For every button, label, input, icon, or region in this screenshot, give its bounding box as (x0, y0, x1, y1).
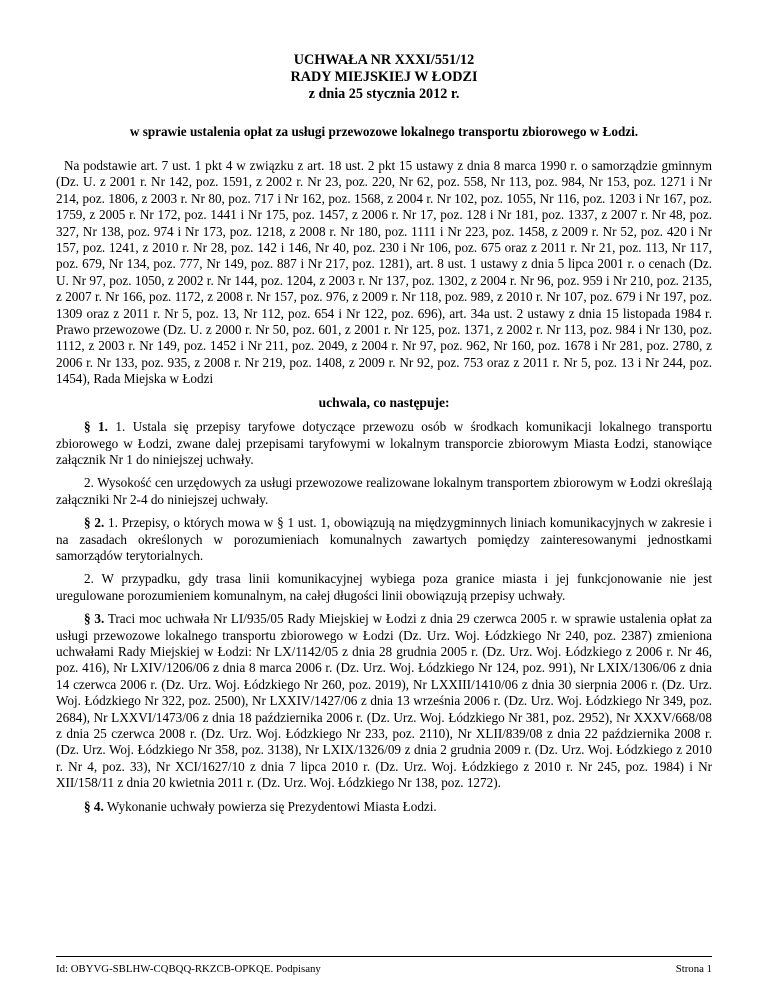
section-1-paragraph-1 (56, 419, 712, 468)
footer-divider (56, 956, 712, 957)
resolution-subject: w sprawie ustalenia opłat za usługi przewozowe lokalnego transportu zbiorowego w Łodzi. (129, 124, 639, 139)
document-page (56, 48, 712, 815)
resolution-title (56, 52, 712, 103)
section-3-text: Traci moc uchwała Nr LI/935/05 Rady Miejskiej w Łodzi z dnia 29 czerwca 2005 r. w sprawie ustalenia opłat za usługi przewozowe lokalnego transportu zbiorowego w Łodzi (Dz. Urz. Woj. Łódzkiego Nr 240, poz. 2387) zmieniona uchwałami Rady Miejskiej w Łodzi: Nr LX/1142/05 z dnia 28 grudnia 2005 r. (Dz. Urz. Woj. Łódzkiego z 2006 r. Nr 46, poz. 416), Nr LXIV/1206/06 z dnia 8 marca 2006 r. (Dz. Urz. Woj. Łódzkiego Nr 124, poz. 991), Nr LXIX/1306/06 z dnia 14 czerwca 2006 r. (Dz. Urz. Woj. Łódzkiego Nr 260, poz. 2019), Nr LXXIII/1410/06 z dnia 30 sierpnia 2006 r. (Dz. Urz. Woj. Łódzkiego Nr 322, poz. 2500), Nr LXXIV/1427/06 z dnia 13 września 2006 r. (Dz. Urz. Woj. Łódzkiego Nr 349, poz. 2684), Nr LXXVI/1473/06 z dnia 18 października 2006 r. (Dz. Urz. Woj. Łódzkiego Nr 381, poz. 2952), Nr XXXV/668/08 z dnia 25 czerwca 2008 r. (Dz. Urz. Woj. Łódzkiego Nr 233, poz. 2110), Nr XLII/839/08 z dnia 22 października 2008 r. (Dz. Urz. Woj. Łódzkiego Nr 358, poz. 3138), Nr LXIX/1326/09 z dnia 2 grudnia 2009 r. (Dz. Urz. Woj. Łódzkiego z 2010 r. Nr 4, poz. 33), Nr XCI/1627/10 z dnia 7 lipca 2010 r. (Dz. Urz. Woj. Łódzkiego z 2010 r. Nr 245, poz. 1984) i Nr XII/158/11 z dnia 20 kwietnia 2011 r. (Dz. Urz. Woj. Łódzkiego Nr 138, poz. 1272). (56, 611, 712, 791)
resolves-heading: uchwala, co następuje: (318, 394, 450, 410)
section-3-paragraph (56, 611, 712, 791)
section-1-paragraph-2: 2. Wysokość cen urzędowych za usługi przewozowe realizowane lokalnym transportem zbiorowym w Łodzi określają załączniki Nr 2-4 do niniejszej uchwały. (56, 475, 712, 507)
section-2-paragraph-1 (56, 515, 712, 564)
section-1-mark: § 1. (84, 419, 108, 435)
section-4-mark: § 4. (84, 798, 104, 814)
section-3-mark: § 3. (84, 611, 105, 627)
section-4-text: Wykonanie uchwały powierza się Prezydentowi Miasta Łodzi. (106, 798, 437, 814)
legal-basis: Na podstawie art. 7 ust. 1 pkt 4 w związku z art. 18 ust. 2 pkt 15 ustawy z dnia 8 marca 1990 r. o samorządzie gminnym (Dz. U. z 2001 r. Nr 142, poz. 1591, z 2002 r. Nr 23, poz. 220, Nr 62, poz. 558, Nr 113, poz. 984, Nr 153, poz. 1271 i Nr 214, poz. 1806, z 2003 r. Nr 80, poz. 717 i Nr 162, poz. 1568, z 2004 r. Nr 102, poz. 1055, Nr 116, poz. 1203 i Nr 167, poz. 1759, z 2005 r. Nr 172, poz. 1441 i Nr 175, poz. 1457, z 2006 r. Nr 17, poz. 128 i Nr 181, poz. 1337, z 2007 r. Nr 48, poz. 327, Nr 138, poz. 974 i Nr 173, poz. 1218, z 2008 r. Nr 180, poz. 1111 i Nr 223, poz. 1458, z 2009 r. Nr 52, poz. 420 i Nr 157, poz. 1241, z 2010 r. Nr 28, poz. 142 i 146, Nr 40, poz. 230 i Nr 106, poz. 675 oraz z 2011 r. Nr 21, poz. 113, Nr 117, poz. 679, Nr 134, poz. 777, Nr 149, poz. 887 i Nr 217, poz. 1281), art. 8 ust. 1 ustawy z dnia 5 lipca 2001 r. o cenach (Dz. U. Nr 97, poz. 1050, z 2002 r. Nr 144, poz. 1204, z 2003 r. Nr 137, poz. 1302, z 2004 r. Nr 96, poz. 959 i Nr 210, poz. 2135, z 2007 r. Nr 166, poz. 1172, z 2008 r. Nr 157, poz. 976, z 2009 r. Nr 118, poz. 989, z 2010 r. Nr 107, poz. 679 i Nr 197, poz. 1309 oraz z 2011 r. Nr 5, poz. 13, Nr 112, poz. 654 i Nr 122, poz. 696), art. 34a ust. 2 ustawy z dnia 15 listopada 1984 r. Prawo przewozowe (Dz. U. z 2000 r. Nr 50, poz. 601, z 2001 r. Nr 125, poz. 1371, z 2002 r. Nr 113, poz. 984 i Nr 130, poz. 1112, z 2003 r. Nr 149, poz. 1452 i Nr 211, poz. 2049, z 2004 r. Nr 97, poz. 962, Nr 160, poz. 1678 i Nr 281, poz. 2780, z 2006 r. Nr 133, poz. 935, z 2008 r. Nr 219, poz. 1408, z 2009 r. Nr 92, poz. 753 oraz z 2011 r. Nr 5, poz. 13 i Nr 244, poz. 1454), Rada Miejska w Łodzi (56, 158, 712, 387)
section-2-paragraph-2: 2. W przypadku, gdy trasa linii komunikacyjnej wybiega poza granice miasta i jej funkcjonowanie nie jest uregulowane porozumieniem komunalnym, na całej długości linii obowiązują przepisy uchwały. (56, 571, 712, 603)
title-date: z dnia 25 stycznia 2012 r. (308, 86, 460, 102)
section-2-text-1: 1. Przepisy, o których mowa w § 1 ust. 1, obowiązują na międzygminnych liniach komunikacyjnych w zakresie i na zasadach określonych w porozumieniach komunalnych zawartych pomiędzy zainteresowanymi jednostkami samorządów terytorialnych. (56, 515, 712, 563)
page-number: Strona 1 (675, 963, 712, 975)
section-4-paragraph (56, 799, 712, 815)
section-1-text-1: 1. Ustala się przepisy taryfowe dotyczące przewozu osób w środkach komunikacji lokalnego transportu zbiorowego w Łodzi, zwane dalej przepisami taryfowymi w lokalnym transporcie zbiorowym Miasta Łodzi, stanowiące załącznik Nr 1 do niniejszej uchwały. (56, 419, 712, 467)
title-council: RADY MIEJSKIEJ W ŁODZI (290, 69, 478, 85)
document-id: Id: OBYVG-SBLHW-CQBQQ-RKZCB-OPKQE. Podpisany (56, 963, 321, 975)
title-number: UCHWAŁA NR XXXI/551/12 (293, 52, 475, 68)
page-footer (56, 963, 712, 976)
section-2-mark: § 2. (84, 515, 105, 531)
